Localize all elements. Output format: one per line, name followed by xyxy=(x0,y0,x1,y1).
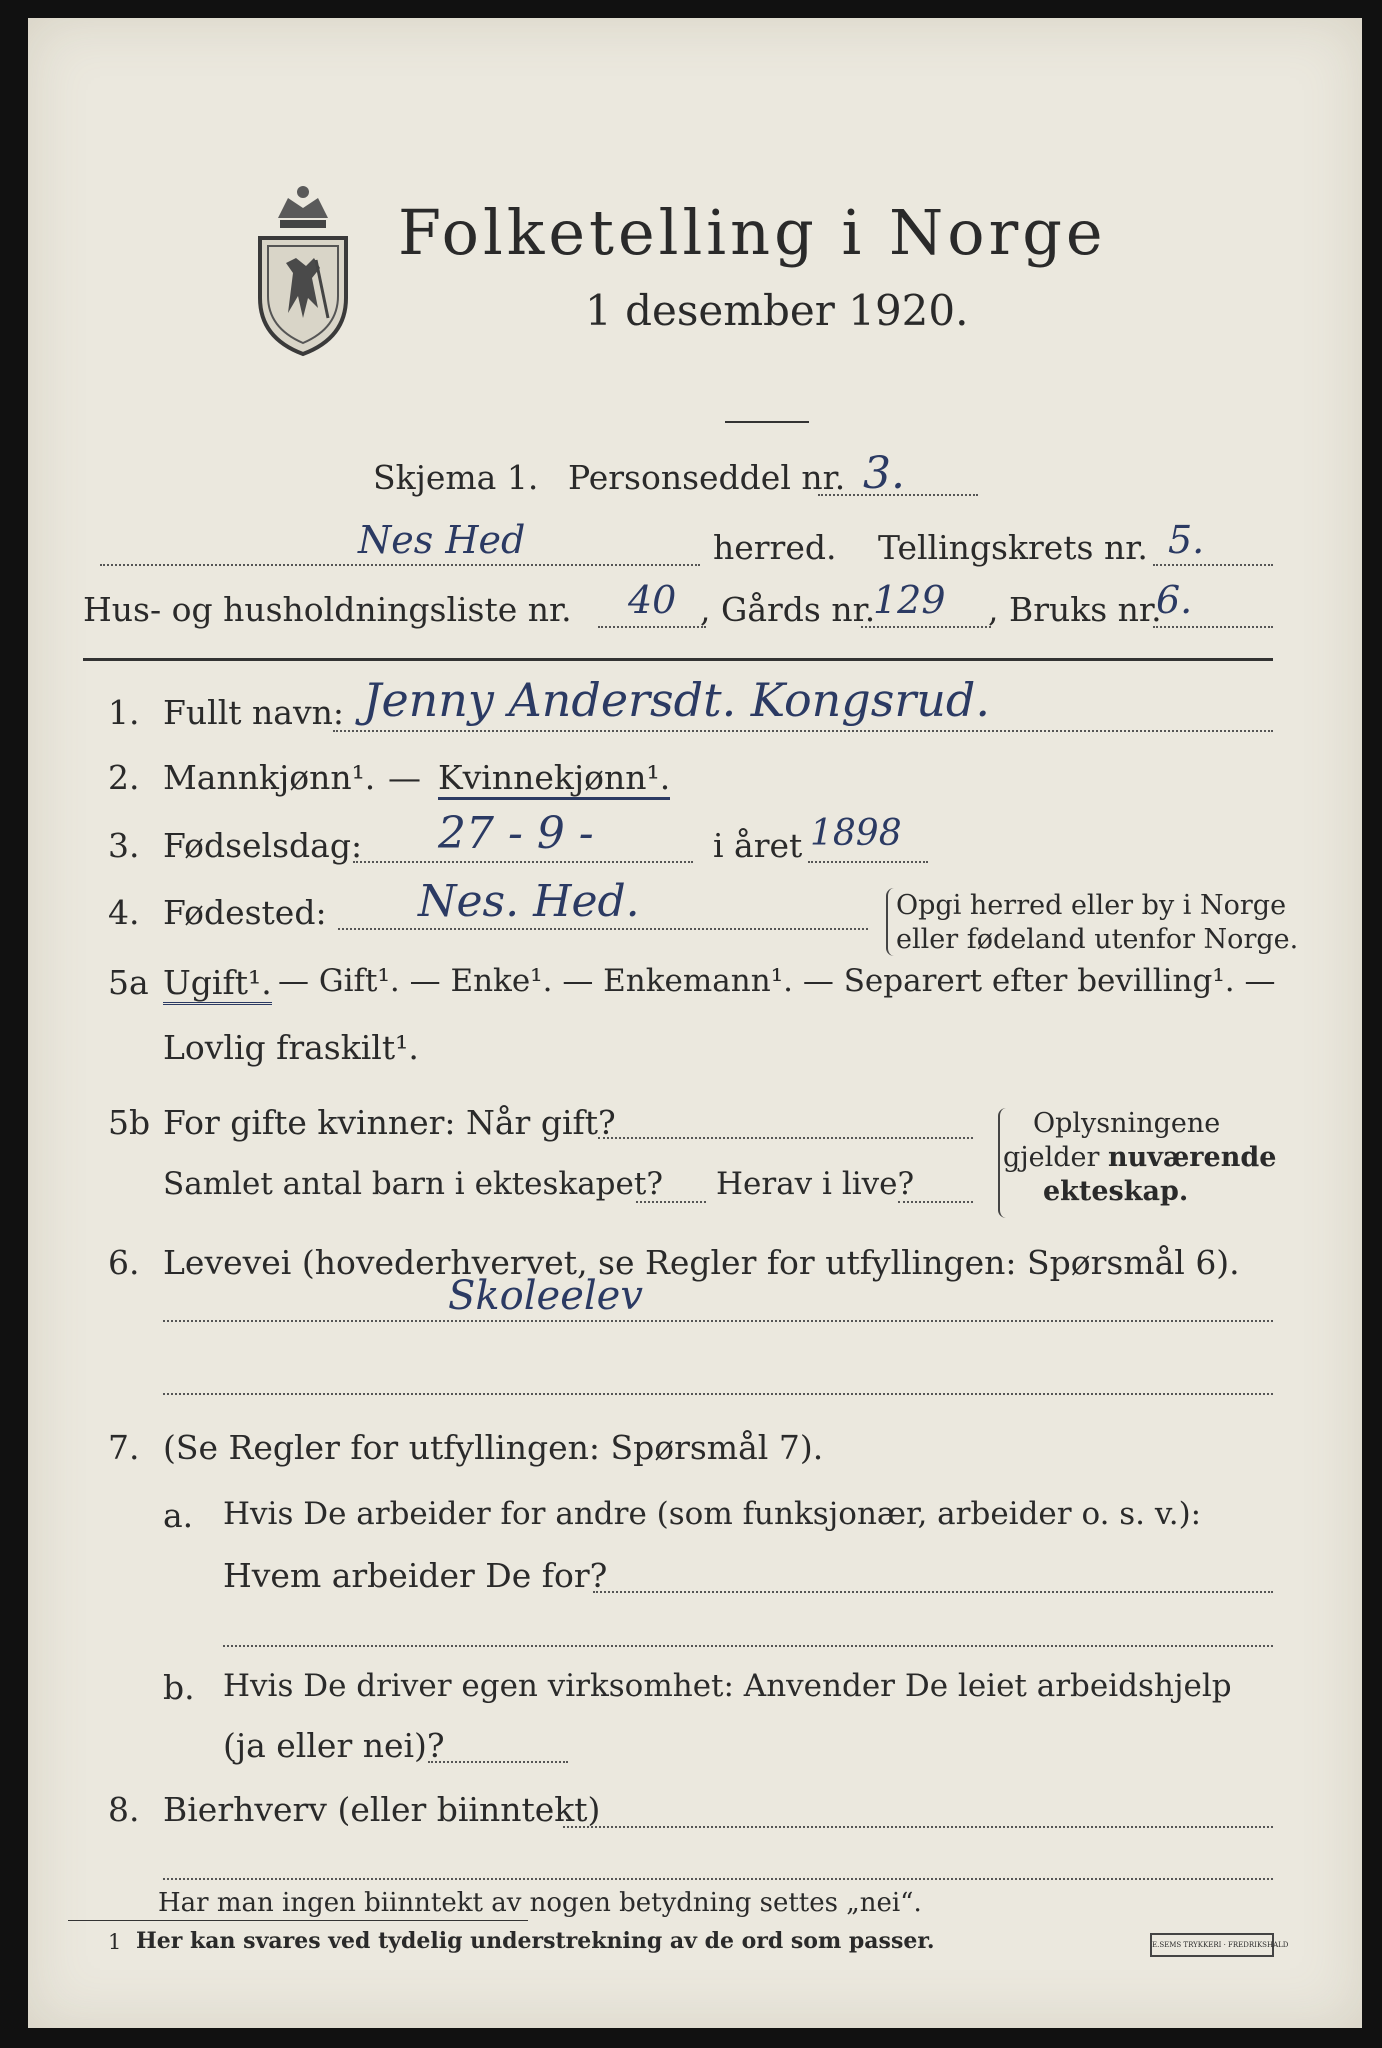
footnote-mark: 1 xyxy=(108,1930,122,1954)
gards-value: 129 xyxy=(873,578,946,622)
q2-number: 2. xyxy=(108,758,140,797)
hus-field-line xyxy=(598,626,706,628)
q2-separator: — xyxy=(388,758,421,797)
hus-label: Hus- og husholdningsliste nr. xyxy=(83,590,572,629)
mannkjonn-option: Mannkjønn¹. xyxy=(163,758,376,797)
q4-number: 4. xyxy=(108,893,140,932)
bruks-label: , Bruks nr. xyxy=(988,590,1162,629)
gards-field-line xyxy=(861,626,991,628)
q7b-line1: Hvis De driver egen virksomhet: Anvender De leiet arbeidshjelp xyxy=(223,1668,1232,1704)
aar-label: i året xyxy=(713,826,803,865)
footer-note: Har man ingen biinntekt av nogen betydning settes „nei“. xyxy=(158,1888,922,1918)
q5b-line2a: Samlet antal barn i ekteskapet? xyxy=(163,1166,663,1202)
q6-label: Levevei (hovederhvervet, se Regler for utfyllingen: Spørsmål 6). xyxy=(163,1243,1240,1282)
q1-number: 1. xyxy=(108,693,140,732)
personseddel-value: 3. xyxy=(863,448,905,499)
q7-label: (Se Regler for utfyllingen: Spørsmål 7). xyxy=(163,1428,824,1467)
herred-field-line xyxy=(100,564,700,566)
q5b-note-line3: ekteskap. xyxy=(1043,1176,1189,1207)
herred-label: herred. xyxy=(713,528,837,567)
q5b-line2b: Herav i live? xyxy=(716,1166,915,1202)
q3-label: Fødselsdag: xyxy=(163,826,363,865)
schema-label: Skjema 1. xyxy=(373,458,539,497)
q7-number: 7. xyxy=(108,1428,140,1467)
q5b-number: 5b xyxy=(108,1103,151,1142)
q4-field-line xyxy=(338,928,868,930)
q3-number: 3. xyxy=(108,826,140,865)
birthyear-value: 1898 xyxy=(810,813,902,854)
q6-field-line2 xyxy=(163,1393,1273,1395)
q6-field-line1 xyxy=(163,1320,1273,1322)
q4-note-line2: eller fødeland utenfor Norge. xyxy=(896,924,1299,955)
q7a-number: a. xyxy=(163,1496,194,1535)
tellingskrets-value: 5. xyxy=(1168,518,1205,562)
hus-value: 40 xyxy=(628,578,677,622)
q1-label: Fullt navn: xyxy=(163,693,344,732)
naar-gift-field-line xyxy=(598,1137,973,1139)
printer-stamp: E.SEMS TRYKKERI · FREDRIKSHALD xyxy=(1150,1933,1274,1957)
q4-label: Fødested: xyxy=(163,893,327,932)
q8-field-line2 xyxy=(163,1878,1273,1880)
form-title: Folketelling i Norge xyxy=(398,196,1107,269)
q4-note-line1: Opgi herred eller by i Norge xyxy=(896,890,1287,921)
q7a-line1: Hvis De arbeider for andre (som funksjonær, arbeider o. s. v.): xyxy=(223,1496,1202,1532)
bruks-value: 6. xyxy=(1156,578,1193,622)
gards-label: , Gårds nr. xyxy=(700,590,876,629)
personseddel-label: Personseddel nr. xyxy=(568,458,846,497)
q8-number: 8. xyxy=(108,1790,140,1829)
tellingskrets-field-line xyxy=(1153,564,1273,566)
q7a-line2: Hvem arbeider De for? xyxy=(223,1556,608,1595)
q7a-field-line1 xyxy=(593,1591,1273,1593)
birthplace-value: Nes. Hed. xyxy=(418,876,640,927)
q7a-field-line2 xyxy=(223,1645,1273,1647)
full-name-value: Jenny Andersdt. Kongsrud. xyxy=(363,673,990,727)
q5b-note-line2a: gjelder xyxy=(1003,1142,1109,1173)
ugift-option: Ugift¹. xyxy=(163,963,272,1005)
header-separator xyxy=(83,658,1273,661)
q7b-number: b. xyxy=(163,1668,195,1707)
tellingskrets-label: Tellingskrets nr. xyxy=(878,528,1148,567)
q6-number: 6. xyxy=(108,1243,140,1282)
coat-of-arms-icon xyxy=(248,178,358,358)
q7b-field-line xyxy=(428,1761,568,1763)
occupation-value: Skoleelev xyxy=(448,1273,643,1319)
q8-field-line1 xyxy=(563,1826,1273,1828)
lovlig-fraskilt-option: Lovlig fraskilt¹. xyxy=(163,1028,419,1067)
kvinnekjonn-option: Kvinnekjønn¹. xyxy=(438,758,670,800)
bruks-field-line xyxy=(1153,626,1273,628)
q5b-note-line2b: nuværende xyxy=(1108,1142,1277,1173)
q4-brace xyxy=(886,888,896,956)
q7b-line2: (ja eller nei)? xyxy=(223,1726,445,1765)
title-divider xyxy=(725,421,809,423)
q5a-options: — Gift¹. — Enke¹. — Enkemann¹. — Separert efter bevilling¹. — xyxy=(278,963,1276,999)
census-form xyxy=(28,18,1362,2028)
herred-value: Nes Hed xyxy=(358,518,526,562)
herav-i-live-field-line xyxy=(898,1201,973,1203)
footnote-divider xyxy=(68,1920,528,1921)
census-date: 1 desember 1920. xyxy=(585,286,969,335)
q8-label: Bierhverv (eller biinntekt) xyxy=(163,1790,601,1829)
aar-field-line xyxy=(808,861,928,863)
q5a-number: 5a xyxy=(108,963,149,1002)
q5b-line1: For gifte kvinner: Når gift? xyxy=(163,1103,616,1142)
q5b-note-line1: Oplysningene xyxy=(1033,1108,1221,1139)
q1-field-line xyxy=(333,730,1273,732)
birthdate-value: 27 - 9 - xyxy=(438,808,594,859)
antal-barn-field-line xyxy=(636,1201,706,1203)
footnote-text: Her kan svares ved tydelig understrekning av de ord som passer. xyxy=(136,1928,935,1954)
q3-field-line xyxy=(353,861,693,863)
